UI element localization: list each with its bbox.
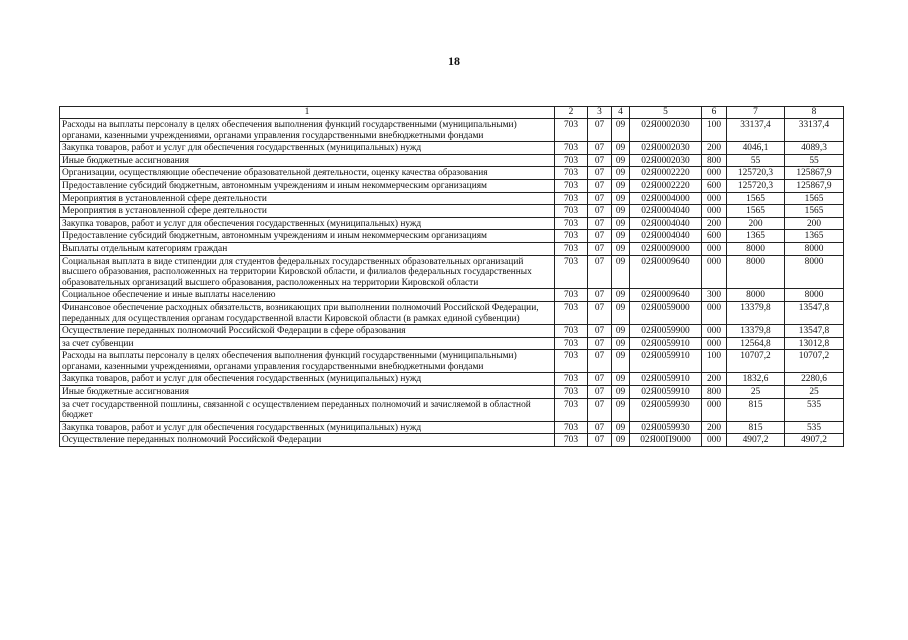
header-cell: 5: [630, 107, 702, 119]
ministry-code-cell: 703: [555, 154, 588, 167]
section-code-cell: 07: [588, 154, 612, 167]
budget-table: [59, 106, 844, 447]
row-name-cell: Мероприятия в установленной сфере деятельности: [60, 205, 555, 218]
expense-type-cell: 800: [702, 154, 727, 167]
section-code-cell: 07: [588, 255, 612, 289]
expense-type-cell: 100: [702, 350, 727, 373]
ministry-code-cell: 703: [555, 179, 588, 192]
row-name-cell: Социальное обеспечение и иные выплаты населению: [60, 289, 555, 302]
amount-cell-8: 1565: [785, 192, 844, 205]
amount-cell-8: 55: [785, 154, 844, 167]
subsection-code-cell: 09: [612, 434, 630, 447]
target-item-cell: 02Я0004000: [630, 192, 702, 205]
header-cell: 6: [702, 107, 727, 119]
amount-cell-8: 535: [785, 421, 844, 434]
target-item-cell: 02Я0004040: [630, 230, 702, 243]
subsection-code-cell: 09: [612, 325, 630, 338]
target-item-cell: 02Я0059000: [630, 301, 702, 324]
table-row: [60, 301, 844, 324]
amount-cell-8: 1365: [785, 230, 844, 243]
expense-type-cell: 600: [702, 179, 727, 192]
subsection-code-cell: 09: [612, 421, 630, 434]
expense-type-cell: 000: [702, 325, 727, 338]
subsection-code-cell: 09: [612, 192, 630, 205]
subsection-code-cell: 09: [612, 179, 630, 192]
ministry-code-cell: 703: [555, 205, 588, 218]
target-item-cell: 02Я0009640: [630, 289, 702, 302]
amount-cell-7: 8000: [727, 255, 785, 289]
expense-type-cell: 000: [702, 434, 727, 447]
subsection-code-cell: 09: [612, 386, 630, 399]
ministry-code-cell: 703: [555, 398, 588, 421]
target-item-cell: 02Я0009000: [630, 242, 702, 255]
section-code-cell: 07: [588, 192, 612, 205]
amount-cell-7: 12564,8: [727, 337, 785, 350]
target-item-cell: 02Я0059910: [630, 386, 702, 399]
table-row: [60, 230, 844, 243]
subsection-code-cell: 09: [612, 337, 630, 350]
amount-cell-7: 4907,2: [727, 434, 785, 447]
table-row: [60, 289, 844, 302]
amount-cell-7: 13379,8: [727, 325, 785, 338]
amount-cell-7: 8000: [727, 242, 785, 255]
amount-cell-8: 13547,8: [785, 325, 844, 338]
row-name-cell: Закупка товаров, работ и услуг для обеспечения государственных (муниципальных) нужд: [60, 142, 555, 155]
amount-cell-8: 125867,9: [785, 179, 844, 192]
amount-cell-7: 1565: [727, 205, 785, 218]
row-name-cell: Мероприятия в установленной сфере деятельности: [60, 192, 555, 205]
ministry-code-cell: 703: [555, 230, 588, 243]
amount-cell-7: 1832,6: [727, 373, 785, 386]
table-row: [60, 373, 844, 386]
expense-type-cell: 200: [702, 421, 727, 434]
row-name-cell: Иные бюджетные ассигнования: [60, 154, 555, 167]
table-row: [60, 192, 844, 205]
expense-type-cell: 200: [702, 217, 727, 230]
section-code-cell: 07: [588, 217, 612, 230]
row-name-cell: Закупка товаров, работ и услуг для обеспечения государственных (муниципальных) нужд: [60, 217, 555, 230]
table-row: [60, 434, 844, 447]
table-row: [60, 154, 844, 167]
ministry-code-cell: 703: [555, 325, 588, 338]
header-cell: 1: [60, 107, 555, 119]
amount-cell-7: 25: [727, 386, 785, 399]
subsection-code-cell: 09: [612, 301, 630, 324]
header-cell: 8: [785, 107, 844, 119]
row-name-cell: Предоставление субсидий бюджетным, автономным учреждениям и иным некоммерческим организациям: [60, 230, 555, 243]
section-code-cell: 07: [588, 242, 612, 255]
ministry-code-cell: 703: [555, 142, 588, 155]
section-code-cell: 07: [588, 421, 612, 434]
section-code-cell: 07: [588, 119, 612, 142]
expense-type-cell: 200: [702, 142, 727, 155]
table-row: [60, 242, 844, 255]
ministry-code-cell: 703: [555, 167, 588, 180]
ministry-code-cell: 703: [555, 434, 588, 447]
amount-cell-8: 13012,8: [785, 337, 844, 350]
row-name-cell: Расходы на выплаты персоналу в целях обеспечения выполнения функций государственными (муниципальными) органами, казенными учреждениями, органами управления государственными внебюджетными фондами: [60, 119, 555, 142]
section-code-cell: 07: [588, 205, 612, 218]
section-code-cell: 07: [588, 350, 612, 373]
amount-cell-8: 8000: [785, 255, 844, 289]
amount-cell-8: 1565: [785, 205, 844, 218]
target-item-cell: 02Я0059900: [630, 325, 702, 338]
ministry-code-cell: 703: [555, 386, 588, 399]
expense-type-cell: 000: [702, 255, 727, 289]
subsection-code-cell: 09: [612, 230, 630, 243]
ministry-code-cell: 703: [555, 217, 588, 230]
ministry-code-cell: 703: [555, 119, 588, 142]
target-item-cell: 02Я0009640: [630, 255, 702, 289]
expense-type-cell: 100: [702, 119, 727, 142]
expense-type-cell: 000: [702, 167, 727, 180]
target-item-cell: 02Я0004040: [630, 217, 702, 230]
row-name-cell: за счет государственной пошлины, связанной с осуществлением переданных полномочий и зачисляемой в областной бюджет: [60, 398, 555, 421]
table-row: [60, 337, 844, 350]
section-code-cell: 07: [588, 301, 612, 324]
amount-cell-8: 13547,8: [785, 301, 844, 324]
table-row: [60, 386, 844, 399]
page-number: 18: [448, 54, 460, 68]
target-item-cell: 02Я0004040: [630, 205, 702, 218]
expense-type-cell: 300: [702, 289, 727, 302]
amount-cell-7: 55: [727, 154, 785, 167]
table-row: [60, 255, 844, 289]
amount-cell-7: 13379,8: [727, 301, 785, 324]
target-item-cell: 02Я00П9000: [630, 434, 702, 447]
target-item-cell: 02Я0059910: [630, 350, 702, 373]
row-name-cell: Осуществление переданных полномочий Российской Федерации в сфере образования: [60, 325, 555, 338]
amount-cell-7: 200: [727, 217, 785, 230]
table-row: [60, 350, 844, 373]
amount-cell-7: 125720,3: [727, 179, 785, 192]
expense-type-cell: 000: [702, 301, 727, 324]
target-item-cell: 02Я0059910: [630, 373, 702, 386]
amount-cell-8: 8000: [785, 242, 844, 255]
subsection-code-cell: 09: [612, 350, 630, 373]
amount-cell-7: 8000: [727, 289, 785, 302]
target-item-cell: 02Я0059910: [630, 337, 702, 350]
table-row: [60, 421, 844, 434]
row-name-cell: Финансовое обеспечение расходных обязательств, возникающих при выполнении полномочий Российской Федерации, переданных для осуществления органам государственной власти Кировской области (в рамках единой субвенции): [60, 301, 555, 324]
target-item-cell: 02Я0002220: [630, 179, 702, 192]
row-name-cell: Осуществление переданных полномочий Российской Федерации: [60, 434, 555, 447]
section-code-cell: 07: [588, 386, 612, 399]
expense-type-cell: 000: [702, 205, 727, 218]
row-name-cell: Расходы на выплаты персоналу в целях обеспечения выполнения функций государственными (муниципальными) органами, казенными учреждениями, органами управления государственными внебюджетными фондами: [60, 350, 555, 373]
amount-cell-7: 1565: [727, 192, 785, 205]
amount-cell-8: 25: [785, 386, 844, 399]
subsection-code-cell: 09: [612, 142, 630, 155]
amount-cell-8: 535: [785, 398, 844, 421]
row-name-cell: Предоставление субсидий бюджетным, автономным учреждениям и иным некоммерческим организациям: [60, 179, 555, 192]
section-code-cell: 07: [588, 230, 612, 243]
target-item-cell: 02Я0002030: [630, 119, 702, 142]
amount-cell-8: 33137,4: [785, 119, 844, 142]
table-row: [60, 398, 844, 421]
ministry-code-cell: 703: [555, 350, 588, 373]
row-name-cell: Социальная выплата в виде стипендии для студентов федеральных государственных образовательных организаций высшего образования, расположенных на территории Кировской области, и филиалов федеральных государственных образовательных организаций высшего образования, расположенных на территории Кировской области: [60, 255, 555, 289]
expense-type-cell: 000: [702, 337, 727, 350]
header-row: [60, 107, 844, 119]
section-code-cell: 07: [588, 337, 612, 350]
table-row: [60, 179, 844, 192]
amount-cell-7: 10707,2: [727, 350, 785, 373]
target-item-cell: 02Я0059930: [630, 421, 702, 434]
expense-type-cell: 000: [702, 398, 727, 421]
amount-cell-8: 200: [785, 217, 844, 230]
section-code-cell: 07: [588, 142, 612, 155]
amount-cell-8: 4089,3: [785, 142, 844, 155]
expense-type-cell: 800: [702, 386, 727, 399]
row-name-cell: Выплаты отдельным категориям граждан: [60, 242, 555, 255]
header-cell: 4: [612, 107, 630, 119]
target-item-cell: 02Я0002030: [630, 154, 702, 167]
amount-cell-8: 10707,2: [785, 350, 844, 373]
table-row: [60, 142, 844, 155]
amount-cell-8: 8000: [785, 289, 844, 302]
table-row: [60, 217, 844, 230]
subsection-code-cell: 09: [612, 255, 630, 289]
header-cell: 3: [588, 107, 612, 119]
expense-type-cell: 000: [702, 242, 727, 255]
table-row: [60, 325, 844, 338]
amount-cell-8: 2280,6: [785, 373, 844, 386]
subsection-code-cell: 09: [612, 167, 630, 180]
section-code-cell: 07: [588, 289, 612, 302]
expense-type-cell: 000: [702, 192, 727, 205]
row-name-cell: Закупка товаров, работ и услуг для обеспечения государственных (муниципальных) нужд: [60, 373, 555, 386]
subsection-code-cell: 09: [612, 398, 630, 421]
amount-cell-7: 815: [727, 398, 785, 421]
row-name-cell: Закупка товаров, работ и услуг для обеспечения государственных (муниципальных) нужд: [60, 421, 555, 434]
section-code-cell: 07: [588, 325, 612, 338]
header-cell: 2: [555, 107, 588, 119]
section-code-cell: 07: [588, 167, 612, 180]
ministry-code-cell: 703: [555, 421, 588, 434]
table-row: [60, 167, 844, 180]
subsection-code-cell: 09: [612, 154, 630, 167]
subsection-code-cell: 09: [612, 289, 630, 302]
header-cell: 7: [727, 107, 785, 119]
subsection-code-cell: 09: [612, 242, 630, 255]
subsection-code-cell: 09: [612, 205, 630, 218]
section-code-cell: 07: [588, 434, 612, 447]
table-body: [60, 107, 844, 447]
section-code-cell: 07: [588, 373, 612, 386]
target-item-cell: 02Я0002220: [630, 167, 702, 180]
ministry-code-cell: 703: [555, 337, 588, 350]
target-item-cell: 02Я0059930: [630, 398, 702, 421]
amount-cell-8: 125867,9: [785, 167, 844, 180]
section-code-cell: 07: [588, 179, 612, 192]
subsection-code-cell: 09: [612, 373, 630, 386]
subsection-code-cell: 09: [612, 119, 630, 142]
target-item-cell: 02Я0002030: [630, 142, 702, 155]
amount-cell-7: 33137,4: [727, 119, 785, 142]
row-name-cell: за счет субвенции: [60, 337, 555, 350]
subsection-code-cell: 09: [612, 217, 630, 230]
table-row: [60, 205, 844, 218]
ministry-code-cell: 703: [555, 242, 588, 255]
table-row: [60, 119, 844, 142]
row-name-cell: Иные бюджетные ассигнования: [60, 386, 555, 399]
row-name-cell: Организации, осуществляющие обеспечение образовательной деятельности, оценку качества образования: [60, 167, 555, 180]
ministry-code-cell: 703: [555, 289, 588, 302]
section-code-cell: 07: [588, 398, 612, 421]
amount-cell-8: 4907,2: [785, 434, 844, 447]
amount-cell-7: 4046,1: [727, 142, 785, 155]
ministry-code-cell: 703: [555, 255, 588, 289]
ministry-code-cell: 703: [555, 192, 588, 205]
expense-type-cell: 600: [702, 230, 727, 243]
expense-type-cell: 200: [702, 373, 727, 386]
amount-cell-7: 125720,3: [727, 167, 785, 180]
amount-cell-7: 1365: [727, 230, 785, 243]
amount-cell-7: 815: [727, 421, 785, 434]
ministry-code-cell: 703: [555, 301, 588, 324]
ministry-code-cell: 703: [555, 373, 588, 386]
